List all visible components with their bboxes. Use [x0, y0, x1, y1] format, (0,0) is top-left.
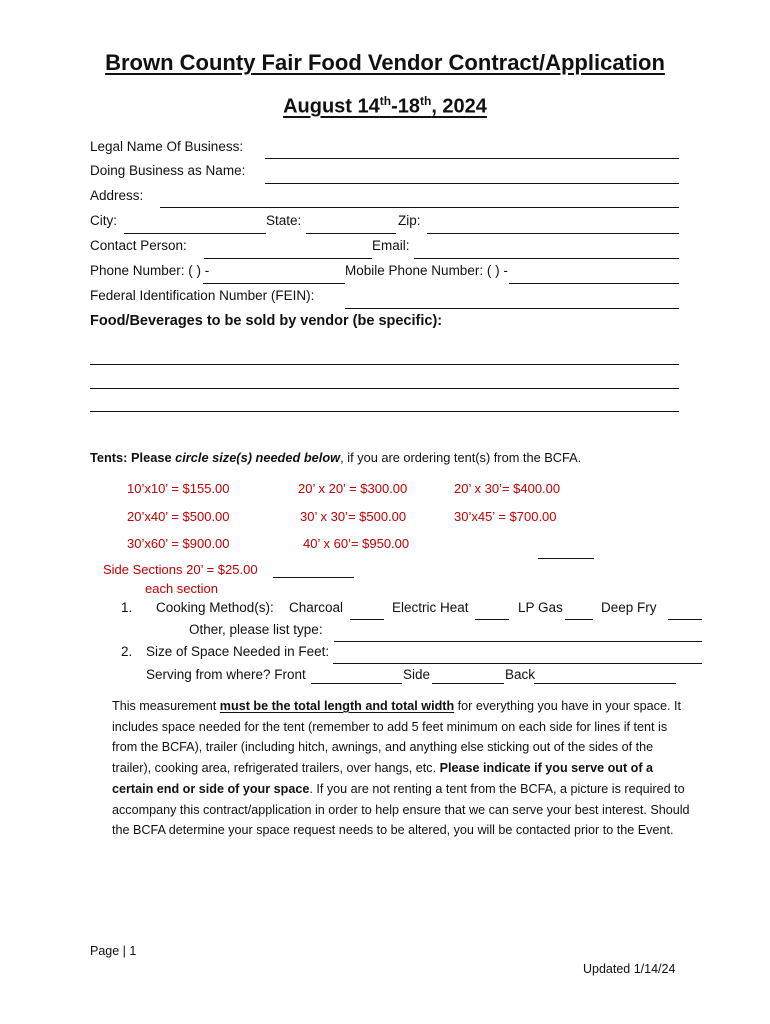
state-label: State:: [266, 213, 302, 228]
tent-size-30x30[interactable]: 30’ x 30’= $500.00: [300, 509, 407, 524]
page-number: Page | 1: [90, 944, 137, 958]
tent-extra-line[interactable]: [538, 558, 594, 559]
serving-side-field[interactable]: [432, 683, 504, 684]
serving-back-label: Back: [505, 667, 536, 682]
deep-fry-label: Deep Fry: [601, 600, 657, 615]
other-type-field[interactable]: [334, 641, 702, 642]
charcoal-label: Charcoal: [289, 600, 344, 615]
phone-field[interactable]: [203, 283, 345, 284]
state-field[interactable]: [306, 233, 396, 234]
city-label: City:: [90, 213, 117, 228]
tents-intro: Tents: Please circle size(s) needed below, if you are ordering tent(s) from the BCFA.: [90, 450, 582, 465]
side-sections-field[interactable]: [273, 577, 354, 578]
electric-heat-field[interactable]: [475, 619, 509, 620]
email-label: Email:: [372, 238, 410, 253]
address-label: Address:: [90, 188, 144, 203]
address-field[interactable]: [160, 207, 679, 208]
serving-front-field[interactable]: [311, 683, 402, 684]
tent-size-30x45[interactable]: 30’x45’ = $700.00: [454, 509, 557, 524]
tent-size-40x60[interactable]: 40’ x 60’= $950.00: [303, 536, 410, 551]
tent-size-20x20[interactable]: 20’ x 20’ = $300.00: [298, 481, 408, 496]
dba-label: Doing Business as Name:: [90, 163, 246, 178]
tent-size-10x10[interactable]: 10’x10’ = $155.00: [127, 481, 230, 496]
legal-name-field[interactable]: [265, 158, 679, 159]
tent-size-30x60[interactable]: 30’x60’ = $900.00: [127, 536, 230, 551]
item-1-number: 1.: [121, 600, 133, 615]
each-section-label: each section: [145, 581, 218, 596]
side-sections-label: Side Sections 20’ = $25.00: [103, 562, 258, 577]
fein-label: Federal Identification Number (FEIN):: [90, 288, 315, 303]
other-type-label: Other, please list type:: [189, 622, 323, 637]
email-field[interactable]: [414, 258, 679, 259]
food-line-3[interactable]: [90, 411, 679, 412]
deep-fry-field[interactable]: [668, 619, 702, 620]
contact-field[interactable]: [204, 258, 372, 259]
city-field[interactable]: [124, 233, 266, 234]
serving-side-label: Side: [403, 667, 431, 682]
mobile-field[interactable]: [509, 283, 679, 284]
phone-label: Phone Number: ( ) -: [90, 263, 210, 278]
tent-size-20x40[interactable]: 20’x40’ = $500.00: [127, 509, 230, 524]
food-line-1[interactable]: [90, 364, 679, 365]
serving-front-label: Serving from where? Front: [146, 667, 306, 682]
food-heading: Food/Beverages to be sold by vendor (be specific):: [90, 313, 443, 329]
zip-field[interactable]: [427, 233, 679, 234]
contact-label: Contact Person:: [90, 238, 187, 253]
food-line-2[interactable]: [90, 388, 679, 389]
event-dates: August 14th-18th, 2024: [283, 94, 487, 118]
legal-name-label: Legal Name Of Business:: [90, 139, 244, 154]
dba-field[interactable]: [265, 183, 679, 184]
page-title: Brown County Fair Food Vendor Contract/Application: [105, 50, 665, 75]
fein-field[interactable]: [345, 308, 679, 309]
electric-heat-label: Electric Heat: [392, 600, 469, 615]
charcoal-field[interactable]: [350, 619, 384, 620]
serving-back-field[interactable]: [534, 683, 676, 684]
item-2-number: 2.: [121, 644, 133, 659]
space-size-label: Size of Space Needed in Feet:: [146, 644, 330, 659]
updated-date: Updated 1/14/24: [583, 962, 676, 976]
lp-gas-field[interactable]: [565, 619, 593, 620]
lp-gas-label: LP Gas: [518, 600, 563, 615]
cooking-method-label: Cooking Method(s):: [156, 600, 274, 615]
zip-label: Zip:: [398, 213, 421, 228]
measurement-instructions: This measurement must be the total length and total width for everything you have in your space. It includes space needed for the tent (remember to add 5 feet minimum on each side for lines if tent is from the BCFA), trailer (including hitch, awnings, and anything else sticking out of the sides of the trailer), cooking area, refrigerated trailers, over hangs, etc. Please indicate if you serve out of a certain end or side of your space. If you are not renting a tent from the BCFA, a picture is required to accompany this contract/application in order to help ensure that we can serve your best interest. Should the BCFA determine your space request needs to be altered, you will be contacted prior to the Event.: [112, 699, 690, 838]
tent-size-20x30[interactable]: 20’ x 30’= $400.00: [454, 481, 561, 496]
space-size-field[interactable]: [333, 663, 702, 664]
mobile-label: Mobile Phone Number: ( ) -: [345, 263, 508, 278]
